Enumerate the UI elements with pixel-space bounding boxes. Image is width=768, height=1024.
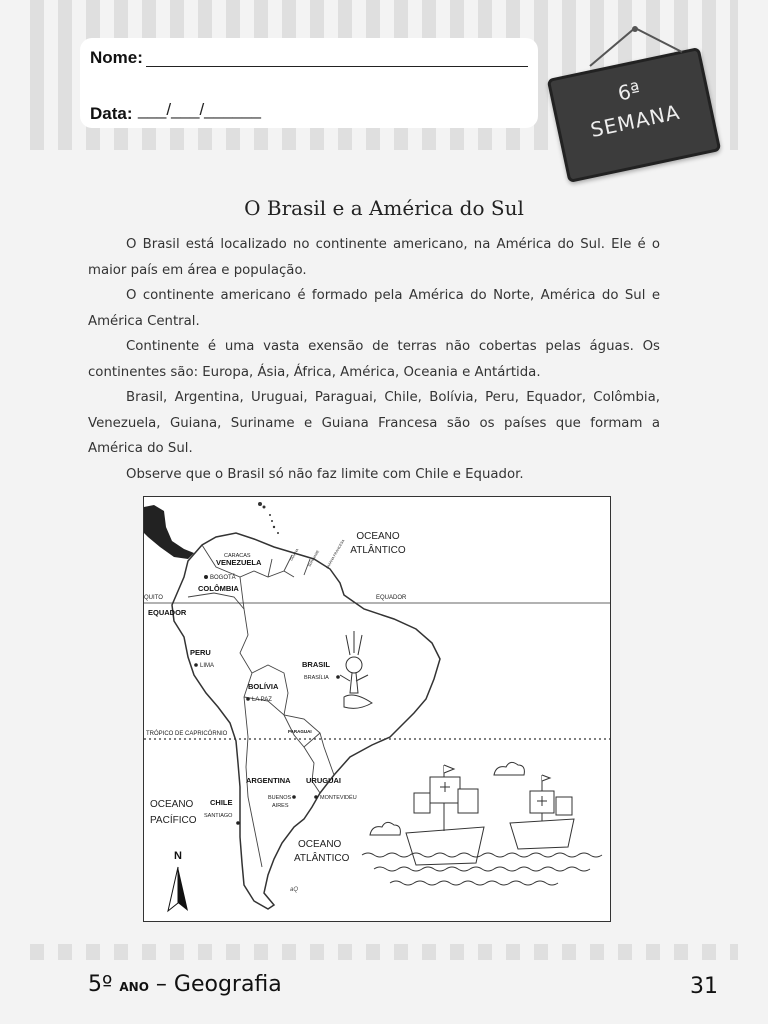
paragraph: Continente é uma vasta exensão de terras não cobertas pelas águas. Os continentes são: Europa, Ásia, África, América, Oceania e Antártida. bbox=[88, 339, 660, 380]
page-title: O Brasil e a América do Sul bbox=[244, 196, 524, 220]
label-caracas: CARACAS bbox=[224, 553, 251, 559]
label-venezuela: VENEZUELA bbox=[216, 558, 262, 567]
ocean-atlantic-top-2: ATLÂNTICO bbox=[350, 545, 406, 556]
label-guiana: GUIANA bbox=[289, 547, 300, 562]
label-bolivia: BOLÍVIA bbox=[248, 682, 279, 691]
label-buenos: BUENOS bbox=[268, 795, 292, 801]
label-paraguai: PARAGUAI bbox=[288, 729, 312, 734]
week-number: 6ª bbox=[615, 77, 643, 106]
central-america-shape bbox=[144, 505, 194, 559]
badge-hanger bbox=[580, 24, 690, 74]
ship-icon bbox=[510, 775, 574, 849]
waves bbox=[362, 853, 602, 885]
name-date-card bbox=[80, 38, 538, 128]
label-lima: LIMA bbox=[200, 663, 215, 669]
footer-grade: 5º bbox=[88, 972, 113, 997]
north-arrow-icon bbox=[168, 867, 188, 911]
name-field[interactable] bbox=[146, 66, 528, 67]
footer-subject: – Geografia bbox=[155, 972, 282, 997]
label-equador: EQUADOR bbox=[148, 608, 187, 617]
ocean-atlantic-bottom-1: OCEANO bbox=[298, 839, 342, 850]
label-brasilia: BRASÍLIA bbox=[304, 675, 329, 681]
child-figure-icon bbox=[340, 631, 372, 708]
body-text bbox=[88, 232, 660, 487]
ocean-pacific-2: PACÍFICO bbox=[150, 815, 197, 826]
label-brasil: BRASIL bbox=[302, 660, 330, 669]
label-aires: AIRES bbox=[272, 803, 289, 809]
label-argentina: ARGENTINA bbox=[246, 776, 291, 785]
label-guiana-francesa: GUIANA FRANCESA bbox=[325, 538, 346, 570]
ocean-atlantic-bottom-2: ATLÂNTICO bbox=[294, 853, 350, 864]
page-number: 31 bbox=[690, 974, 718, 999]
north-label: N bbox=[174, 850, 182, 862]
label-uruguai: URUGUAI bbox=[306, 776, 341, 785]
label-suriname: SURINAME bbox=[307, 549, 321, 568]
footer-grade-subject bbox=[88, 972, 282, 997]
ocean-pacific-1: OCEANO bbox=[150, 799, 194, 810]
ship-icon bbox=[406, 765, 484, 865]
label-bogota: BOGOTÁ bbox=[210, 575, 236, 581]
label-chile: CHILE bbox=[210, 798, 233, 807]
label-colombia: COLÔMBIA bbox=[198, 584, 239, 593]
tropic-label: TRÓPICO DE CAPRICÓRNIO bbox=[146, 731, 228, 737]
paragraph: O continente americano é formado pela América do Norte, América do Sul e América Central. bbox=[88, 288, 660, 329]
footer-stripes bbox=[30, 944, 738, 960]
week-label: SEMANA bbox=[588, 99, 683, 143]
paragraph: O Brasil está localizado no continente americano, na América do Sul. Ele é o maior país em área e população. bbox=[88, 237, 660, 278]
label-montevideu: MONTEVIDÉU bbox=[320, 795, 357, 801]
label-santiago: SANTIAGO bbox=[204, 813, 233, 819]
label-peru: PERU bbox=[190, 648, 211, 657]
map-signature: aQ bbox=[290, 887, 299, 893]
equator-label: EQUADOR bbox=[376, 595, 407, 601]
paragraph: Brasil, Argentina, Uruguai, Paraguai, Chile, Bolívia, Peru, Equador, Colômbia, Venezuela, Guiana, Suriname e Guiana Francesa são os países que formam a América do Sul. bbox=[88, 390, 660, 456]
footer-grade-suffix: ANO bbox=[119, 980, 149, 994]
label-quito: QUITO bbox=[144, 595, 163, 601]
name-label: Nome: bbox=[90, 48, 143, 67]
label-la-paz: LA PAZ bbox=[252, 697, 272, 703]
south-america-map bbox=[143, 496, 611, 922]
paragraph: Observe que o Brasil só não faz limite com Chile e Equador. bbox=[126, 466, 524, 482]
ocean-atlantic-top-1: OCEANO bbox=[356, 531, 400, 542]
date-field[interactable]: ___/___/______ bbox=[138, 100, 261, 119]
date-label: Data: bbox=[90, 104, 133, 123]
